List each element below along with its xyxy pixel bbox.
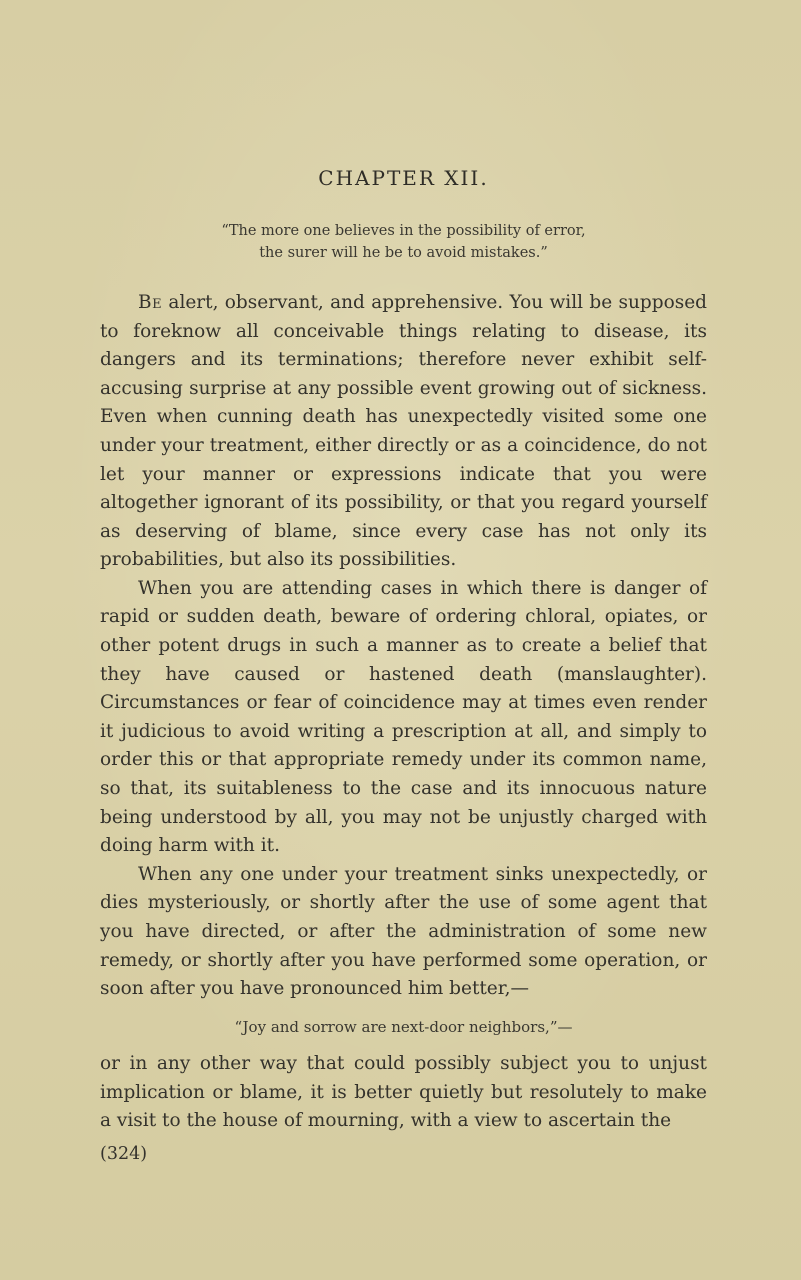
- paragraph-4: or in any other way that could possibly subject you to unjust implication or blame, it is better quietly but resolutely to make a visit to the house of mourning, with a view to ascertain the: [100, 1053, 707, 1132]
- epigraph-line-1: “The more one believes in the possibility of error,: [221, 223, 586, 239]
- centered-quote: “Joy and sorrow are next-door neighbors,”—: [234, 1017, 573, 1036]
- epigraph-line-2: the surer will he be to avoid mistakes.”: [259, 245, 548, 262]
- paragraph-2: When you are attending cases in which there is danger of rapid or sudden death, beware of ordering chloral, opiates, or other potent drugs in such a manner as to create a belief that they have caused or hastened death (manslaughter). Circumstances or fear of coincidence may at times even render it judicious to avoid writing a prescription at all, and simply to order this or that appropriate remedy under its common name, so that, its suitableness to the case and its innocuous nature being understood by all, you may not be unjustly charged with doing harm with it.: [100, 577, 707, 857]
- paragraph-3: When any one under your treatment sinks unexpectedly, or dies mysteriously, or shortly after the use of some agent that you have directed, or after the administration of some new remedy, or shortly after you have performed some operation, or soon after you have pronounced him better,—: [100, 863, 707, 1000]
- paragraph-1-lead-word: Be: [138, 291, 163, 313]
- page-number: (324): [100, 1144, 148, 1165]
- paragraph-1-text: alert, observant, and apprehensive. You will be supposed to foreknow all conceivable things relating to disease, its dangers and its terminations; therefore never exhibit self-accusing surprise at any possible event growing out of sickness. Even when cunning death has unexpectedly visited some one under your treatment, either directly or as a coincidence, do not let your manner or expressions indicate that you were altogether ignorant of its possibility, or that you regard yourself as deserving of blame, since every case has not only its probabilities, but also its possibilities.: [100, 291, 707, 571]
- paragraph-1: [100, 289, 707, 575]
- epigraph: [169, 220, 639, 265]
- chapter-title: CHAPTER XII.: [318, 166, 489, 190]
